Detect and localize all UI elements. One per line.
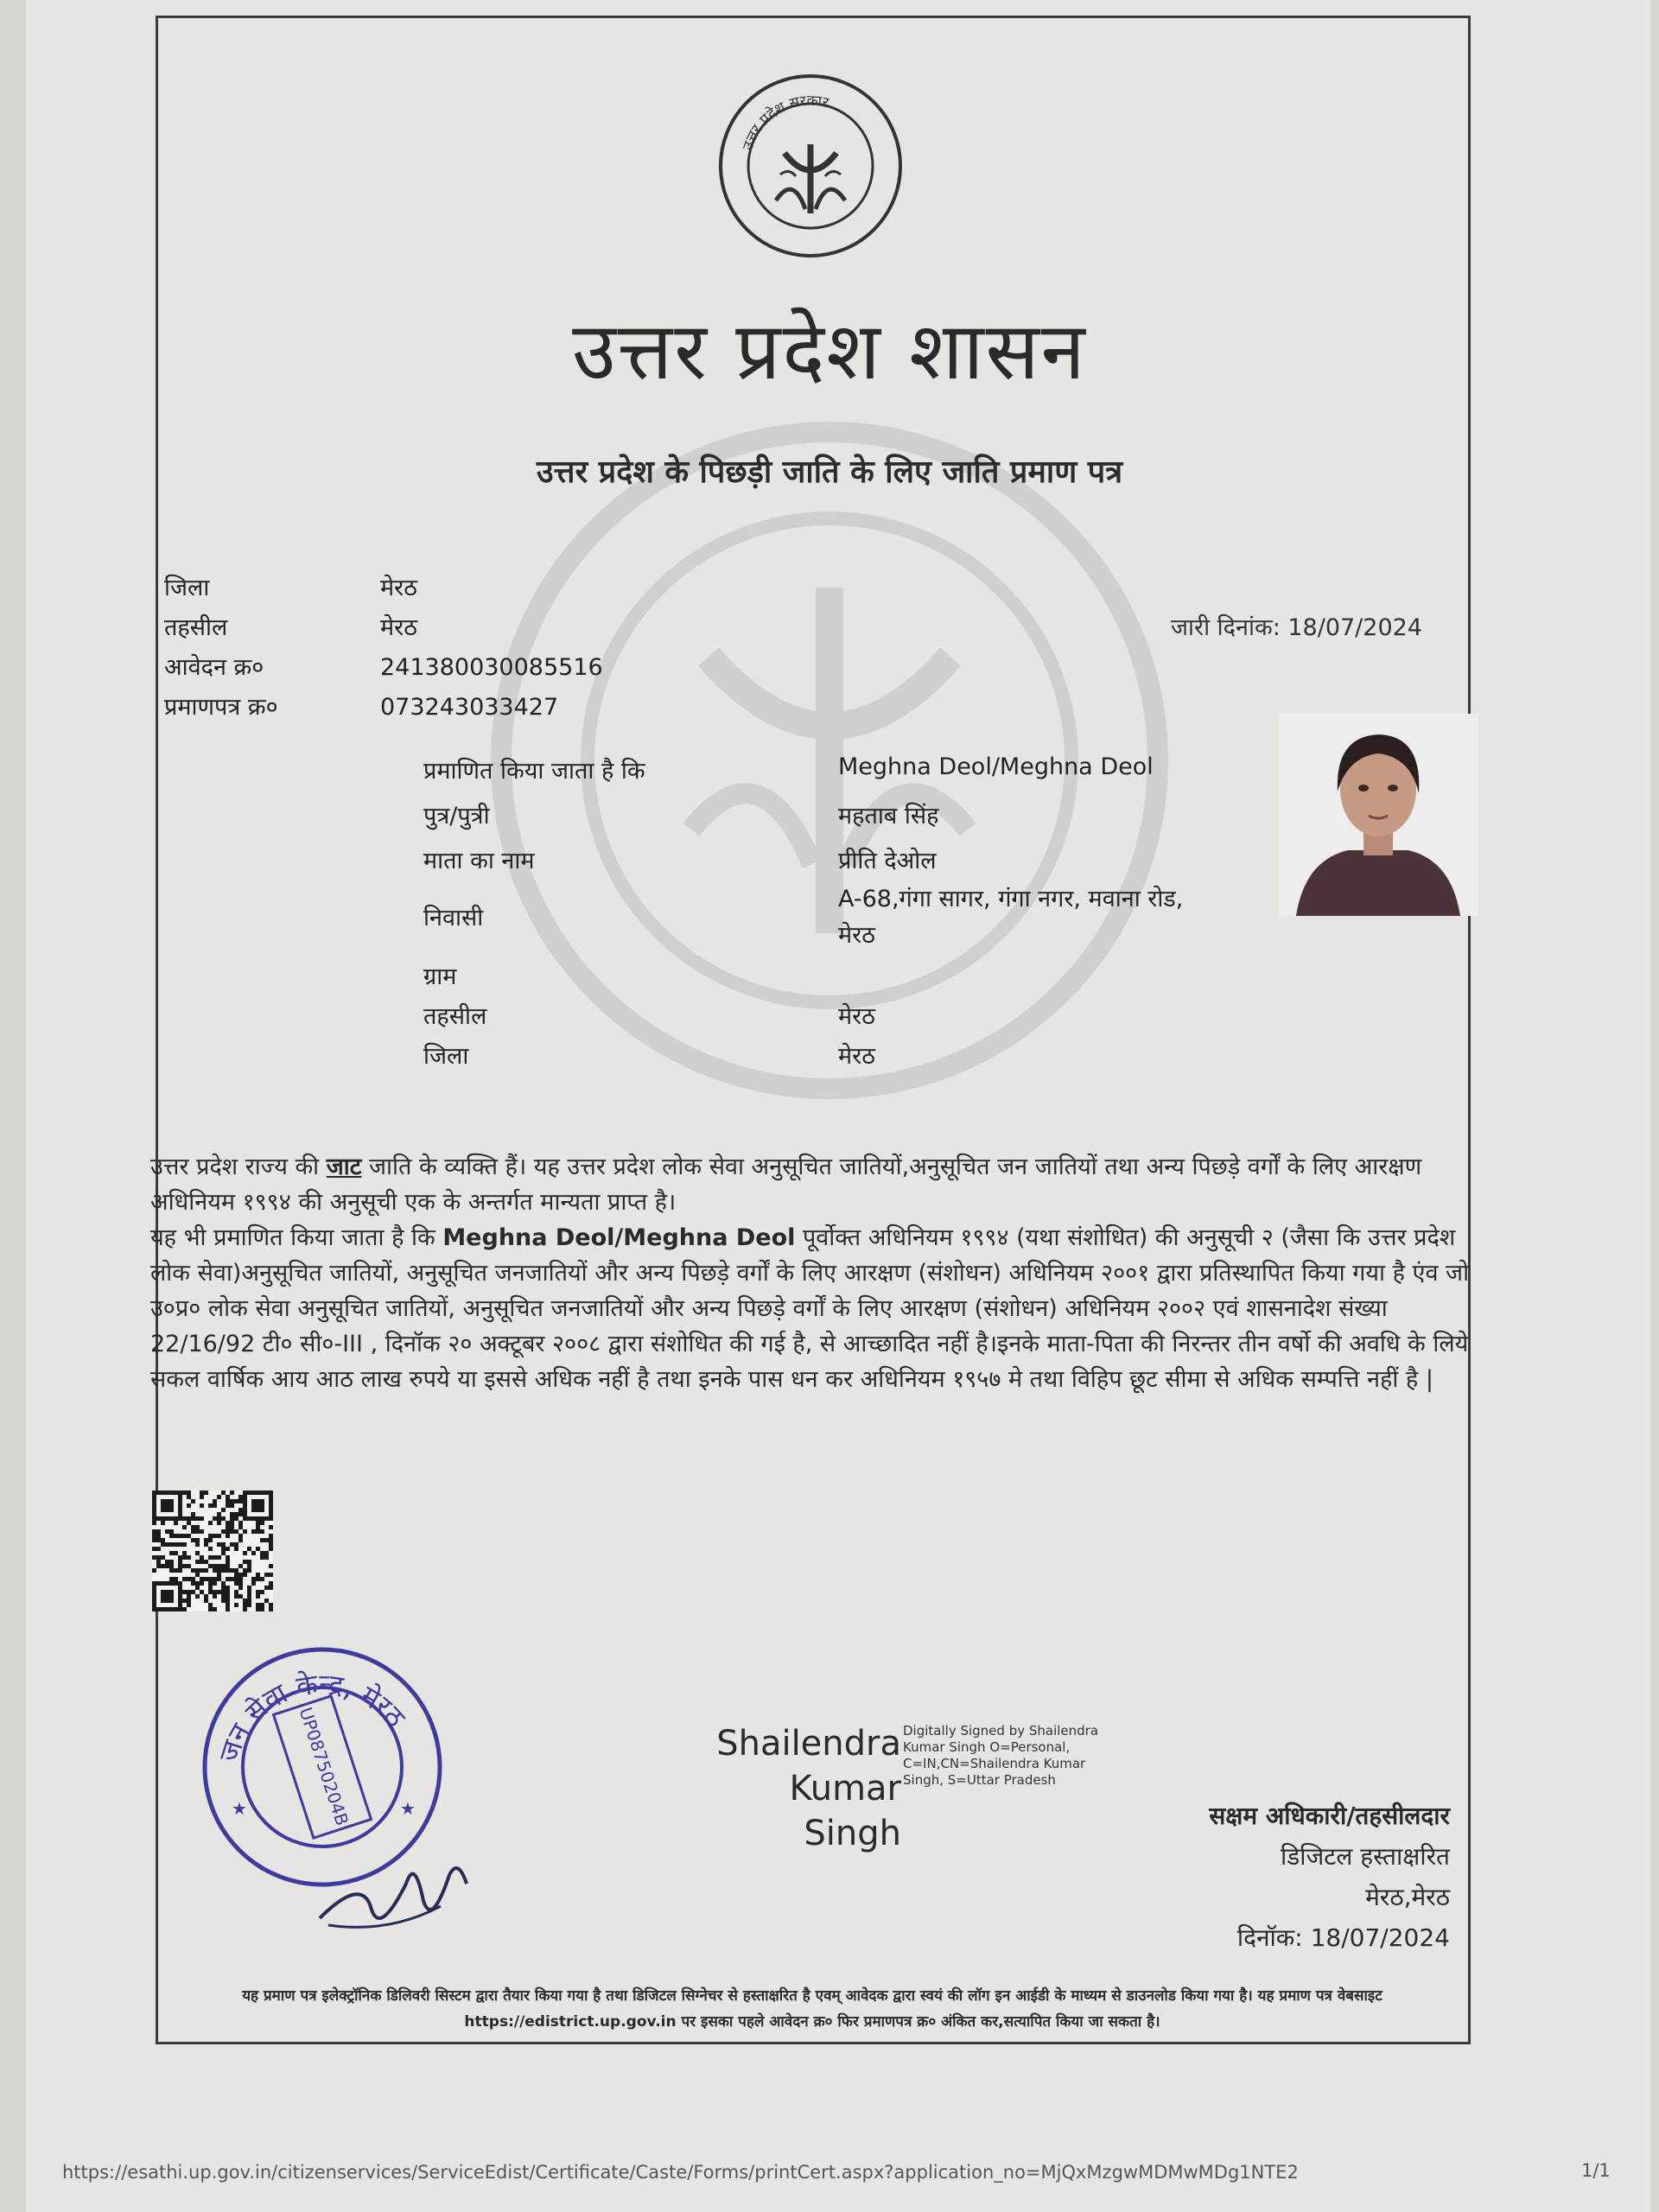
qr-code-icon[interactable] xyxy=(152,1490,273,1612)
svg-text:★: ★ xyxy=(400,1798,416,1819)
certificate-subtitle: उत्तर प्रदेश के पिछड़ी जाति के लिए जाति प्रमाण पत्र xyxy=(536,454,1123,490)
body-p1-rest: जाति के व्यक्ति हैं। यह उत्तर प्रदेश लोक सेवा अनुसूचित जातियों,अनुसूचित जन जातियों तथा अन्य पिछड़े वर्गों के लिए आरक्षण अधिनियम १९९४ की अनुसूची एक के अन्तर्गत मान्यता प्राप्त है। xyxy=(150,1154,1422,1216)
digital-signer-name xyxy=(698,1721,901,1856)
village-label: ग्राम xyxy=(423,963,457,990)
svg-text:उत्तर प्रदेश सरकार: उत्तर प्रदेश सरकार xyxy=(739,92,830,153)
svg-text:★: ★ xyxy=(232,1798,247,1819)
mother-value: प्रीति देओल xyxy=(838,848,937,874)
print-url[interactable]: https://esathi.up.gov.in/citizenservices/ServiceEdist/Certificate/Caste/Forms/printCert.aspx?application_no=MjQxMzgwMDMwMDg1NTE2 xyxy=(62,2162,1299,2183)
meta-district-row xyxy=(164,569,603,608)
meta-certificate-row xyxy=(164,688,603,728)
meta-certificate-value: 073243033427 xyxy=(380,694,559,721)
certified-label: प्रमाणित किया जाता है कि xyxy=(423,758,645,785)
authority-signed: डिजिटल हस्ताक्षरित xyxy=(1281,1842,1450,1871)
meta-application-label: आवेदन क्र० xyxy=(164,654,264,681)
meta-block xyxy=(164,569,603,728)
child-value: महताब सिंह xyxy=(838,803,939,830)
body-p2-start: यह भी प्रमाणित किया जाता है कि xyxy=(150,1224,443,1251)
applicant-photo xyxy=(1279,714,1478,916)
authority-date: दिनॉक: 18/07/2024 xyxy=(1236,1923,1450,1952)
meta-tehsil-row xyxy=(164,608,603,648)
page-number: 1/1 xyxy=(1581,2160,1611,2181)
tehsil-value: मेरठ xyxy=(838,1003,875,1030)
meta-application-value: 241380030085516 xyxy=(380,654,603,681)
authority-title: सक्षम अधिकारी/तहसीलदार xyxy=(1209,1802,1450,1830)
page-title: उत्तर प्रदेश शासन xyxy=(572,305,1087,397)
caste-name: जाट xyxy=(326,1154,362,1180)
issuing-authority xyxy=(1132,1796,1450,1958)
district-value: मेरठ xyxy=(838,1043,875,1070)
resident-value-line2: मेरठ xyxy=(838,922,875,949)
body-p2-rest: पूर्वोक्त अधिनियम १९९४ (यथा संशोधित) की अनुसूची २ (जैसा कि उत्तर प्रदेश लोक सेवा)अनुसूचित जातियों, अनुसूचित जनजातियों और अन्य पिछड़े वर्गों के लिए आरक्षण (संशोधन) अधिनियम २००१ द्वारा प्रतिस्थापित किया गया है एंव जो उ०प्र० लोक सेवा अनुसूचित जातियों, अनुसूचित जनजातियों और अन्य पिछड़े वर्गों के लिए आरक्षण (संशोधन) अधिनियम २००२ एवं शासनादेश संख्या 22/16/92 टी० सी०-III , दिनॉक २० अक्टूबर २००८ द्वारा संशोधित की गई है, से आच्छादित नहीं है।इनके माता-पिता की निरन्तर तीन वर्षो की अवधि के लिये सकल वार्षिक आय आठ लाख रुपये या इससे अधिक नहीं है तथा इनके पास धन कर अधिनियम १९५७ मे तथा विहिप छूट सीमा से अधिक सम्पत्ति नहीं है | xyxy=(150,1224,1470,1393)
signer-name-line3: Singh xyxy=(804,1814,901,1853)
meta-application-row xyxy=(164,648,603,688)
up-government-emblem-icon xyxy=(715,71,906,261)
meta-tehsil-label: तहसील xyxy=(164,614,228,641)
handwritten-signature-icon xyxy=(311,1823,475,1936)
mother-label: माता का नाम xyxy=(423,848,535,874)
signer-name-line2: Kumar xyxy=(789,1769,901,1808)
body-p1-start: उत्तर प्रदेश राज्य की xyxy=(150,1154,327,1180)
signer-name-line1: Shailendra xyxy=(716,1724,901,1764)
digital-signature-note: Digitally Signed by Shailendra Kumar Singh O=Personal, C=IN,CN=Shailendra Kumar Singh, S=Uttar Pradesh xyxy=(903,1723,1099,1788)
meta-certificate-label: प्रमाणपत्र क्र० xyxy=(164,694,278,721)
applicant-portrait-icon xyxy=(1279,714,1478,916)
meta-district-label: जिला xyxy=(164,575,210,601)
resident-label: निवासी xyxy=(423,905,484,931)
issue-date: जारी दिनांक: 18/07/2024 xyxy=(1171,614,1422,641)
footer-note: यह प्रमाण पत्र इलेक्ट्रॉनिक डिलिवरी सिस्टम द्वारा तैयार किया गया है तथा डिजिटल सिग्नेचर से हस्ताक्षरित है एवम् आवेदक द्वारा स्वयं की लॉग इन आई‌डी के माध्यम से डाउनलोड किया गया है। यह प्रमाण पत्र वेबसाइट https://edistrict.up.gov.in पर इसका पहले आवेदन क्र० फिर प्रमाणपत्र क्र० अंकित कर,सत्यापित किया जा सकता है। xyxy=(242,1987,1382,2031)
meta-district-value: मेरठ xyxy=(380,575,417,601)
body-applicant-name: Meghna Deol/Meghna Deol xyxy=(442,1224,796,1251)
resident-value-line1: A-68,गंगा सागर, गंगा नगर, मवाना रोड, xyxy=(838,886,1184,912)
meta-tehsil-value: मेरठ xyxy=(380,614,417,641)
certified-value: Meghna Deol/Meghna Deol xyxy=(838,753,1154,780)
tehsil-label: तहसील xyxy=(423,1003,487,1030)
body-paragraph-2 xyxy=(150,1220,1472,1397)
certificate-body xyxy=(150,1149,1472,1397)
child-label: पुत्र/पुत्री xyxy=(423,803,490,830)
authority-place: मेरठ,मेरठ xyxy=(1365,1883,1450,1911)
svg-text:UP08750204B: UP08750204B xyxy=(295,1705,353,1828)
district-label: जिला xyxy=(423,1043,469,1070)
svg-text:जन सेवा केन्द्र, मेरठ: जन सेवा केन्द्र, मेरठ xyxy=(212,1667,412,1766)
body-paragraph-1 xyxy=(150,1149,1472,1220)
